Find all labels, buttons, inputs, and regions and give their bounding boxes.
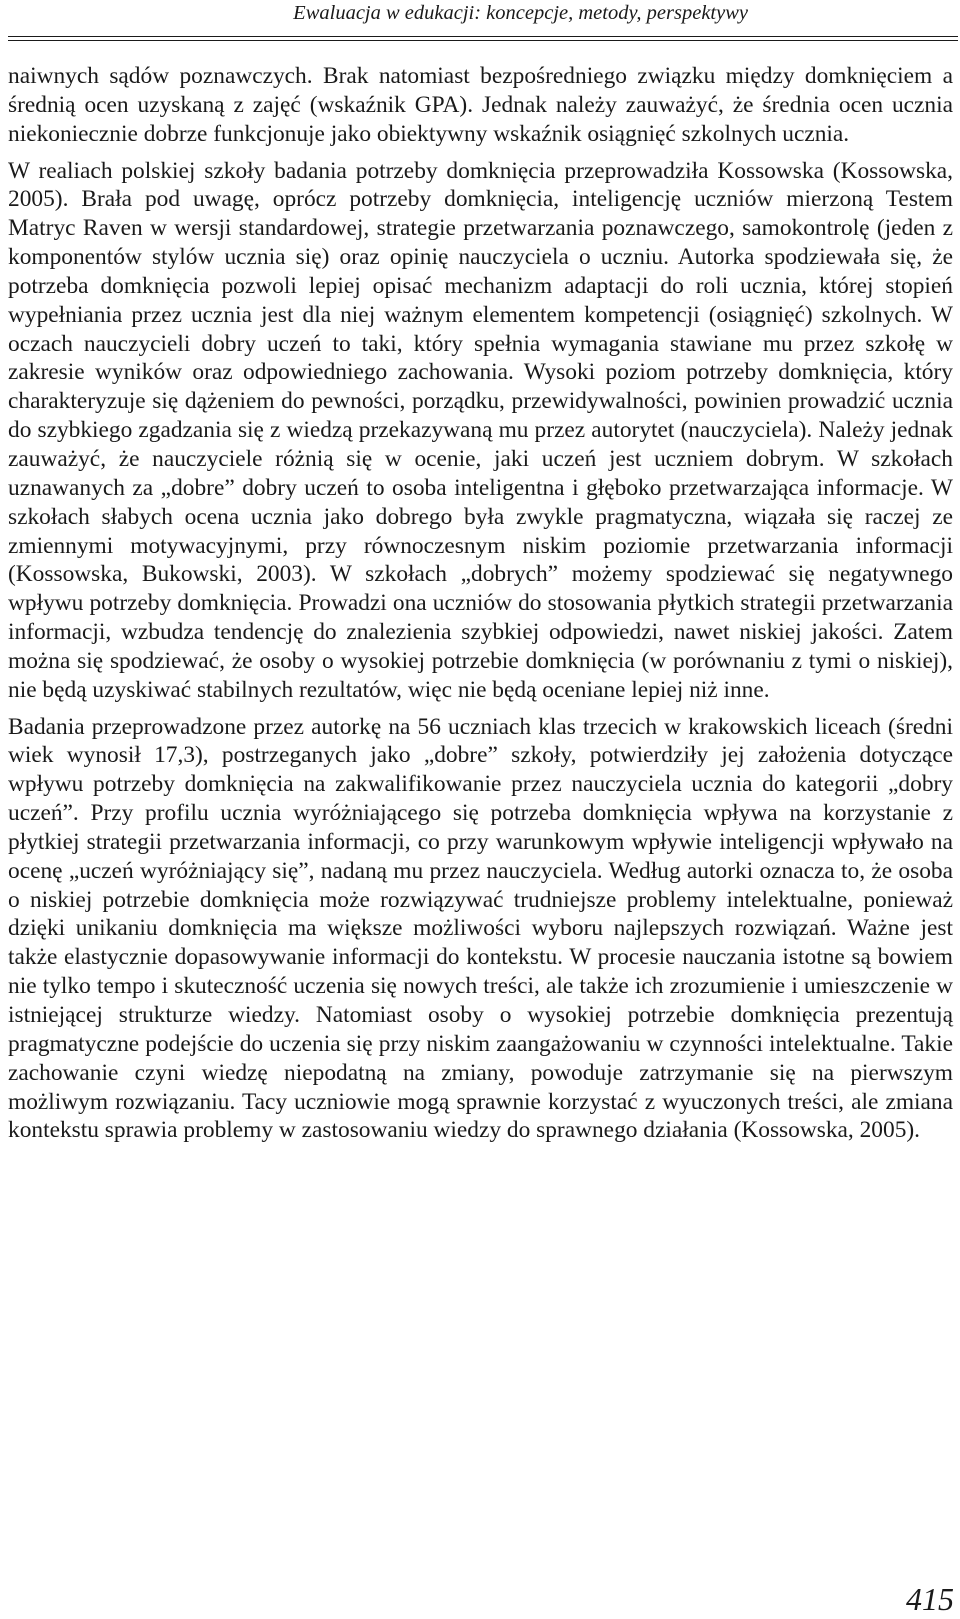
paragraph-study-results: Badania przeprowadzone przez autorkę na 56 uczniach klas trzecich w krakowskich liceach (średni wiek wynosił 17,3), postrzeganych jako „dobre” szkoły, potwierdziły jej założenia dotyczące wpływu potrzeby domknięcia na zakwalifikowanie przez nauczyciela ucznia do kategorii „dobry uczeń”. Przy profilu ucznia wyróżniającego się potrzeba domknięcia wpływa na korzystanie z płytkiej strategii przetwarzania informacji, co przy warunkowym wpływie inteligencji wpływało na ocenę „uczeń wyróżniający się”, nadaną mu przez nauczyciela. Według autorki oznacza to, że osoba o niskiej potrzebie domknięcia może rozwiązywać trudniejsze problemy intelektualne, ponieważ dzięki unikaniu domknięcia ma większe możliwości wyboru najlepszych rozwiązań. Ważne jest także elastycznie dopasowywanie informacji do kontekstu. W procesie nauczania istotne są bowiem nie tylko tempo i skuteczność uczenia się nowych treści, ale także ich zrozumienie i umieszczenie w istniejącej strukturze wiedzy. Natomiast osoby o wysokiej potrzebie domknięcia prezentują pragmatyczne podejście do uczenia się przy niskim zaangażowaniu w czynności intelektualne. Takie zachowanie czyni wiedzę niepodatną na zmiany, powoduje zatrzymanie się na pierwszym możliwym rozwiązaniu. Tacy uczniowie mogą sprawnie korzystać z wyuczonych treści, ale zmiana kontekstu sprawia problemy w zastosowaniu wiedzy do sprawnego działania (Kossowska, 2005). xyxy=(8,713,953,1144)
page-number: 415 xyxy=(906,1581,954,1617)
header-rule-bottom xyxy=(8,40,958,41)
running-header-title: Ewaluacja w edukacji: koncepcje, metody, perspektywy xyxy=(293,2,748,24)
paragraph-kossowska-study: W realiach polskiej szkoły badania potrzeby domknięcia przeprowadziła Kossowska (Kossowska, 2005). Brała pod uwagę, oprócz potrzeby domknięcia, inteligencję uczniów mierzoną Testem Matryc Raven w wersji standardowej, strategie przetwarzania poznawczego, samokontrolę (jeden z komponentów stylów ucznia się) oraz opinię nauczyciela o uczniu. Autorka spodziewała się, że potrzeba domknięcia pozwoli lepiej opisać mechanizm adaptacji do roli ucznia, której stopień wypełniania przez ucznia jest dla niej ważnym elementem kompetencji (osiągnięć) szkolnych. W oczach nauczycieli dobry uczeń to taki, który spełnia wymagania stawiane mu przez szkołę w zakresie wyników oraz odpowiedniego zachowania. Wysoki poziom potrzeby domknięcia, który charakteryzuje się dążeniem do pewności, porządku, przewidywalności, powinien prowadzić ucznia do szybkiego zgadzania się z wiedzą przekazywaną mu przez autorytet (nauczyciela). Należy jednak zauważyć, że nauczyciele różnią się w ocenie, jaki uczeń jest uczniem dobrym. W szkołach uznawanych za „dobre” dobry uczeń to osoba inteligentna i głęboko przetwarzająca informacje. W szkołach słabych ocena ucznia jako dobrego była zwykle pragmatyczna, wiązała się raczej ze zmiennymi motywacyjnymi, przy równoczesnym niskim poziomie przetwarzania informacji (Kossowska, Bukowski, 2003). W szkołach „dobrych” możemy spodziewać się negatywnego wpływu potrzeby domknięcia. Prowadzi ona uczniów do stosowania płytkich strategii przetwarzania informacji, wzbudza tendencję do znalezienia szybkiej odpowiedzi, nawet niskiej jakości. Zatem można się spodziewać, że osoby o wysokiej potrzebie domknięcia (w porównaniu z tymi o niskiej), nie będą uzyskiwać stabilnych rezultatów, więc nie będą oceniane lepiej niż inne. xyxy=(8,157,953,703)
header-rule-top xyxy=(8,36,958,37)
page-body xyxy=(8,62,953,1145)
paragraph-continuation: naiwnych sądów poznawczych. Brak natomiast bezpośredniego związku między domknięciem a średnią ocen uzyskaną z zajęć (wskaźnik GPA). Jednak należy zauważyć, że średnia ocen ucznia niekoniecznie dobrze funkcjonuje jako obiektywny wskaźnik osiągnięć szkolnych ucznia. xyxy=(8,63,953,147)
